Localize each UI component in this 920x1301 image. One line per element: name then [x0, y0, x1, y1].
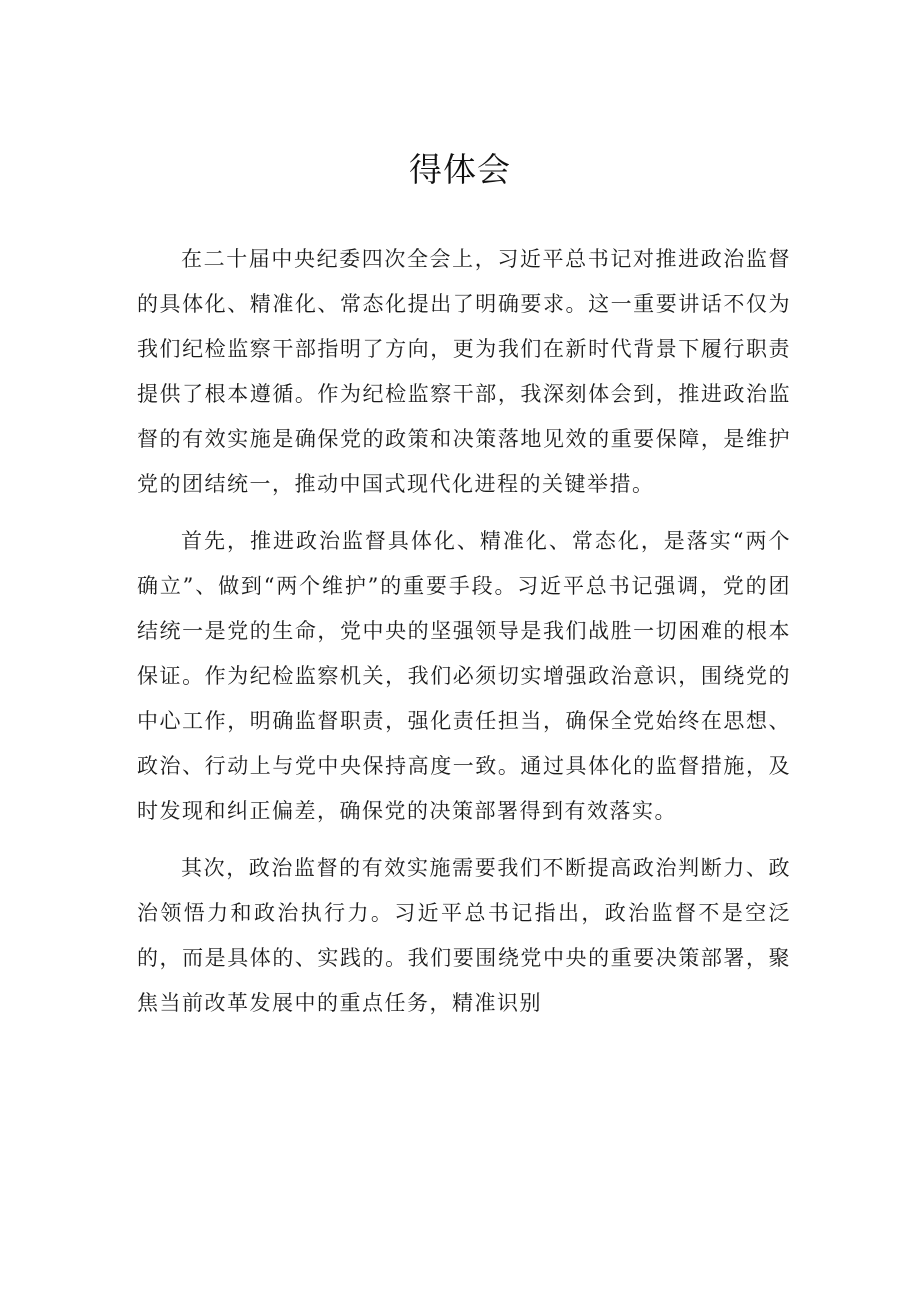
page-title: 得体会 [409, 150, 511, 189]
paragraph-2: 首先，推进政治监督具体化、精准化、常态化，是落实“两个确立”、做到“两个维护”的重要手段。习近平总书记强调，党的团结统一是党的生命，党中央的坚强领导是我们战胜一切困难的根本保证。作为纪检监察机关，我们必须切实增强政治意识，围绕党的中心工作，明确监督职责，强化责任担当，确保全党始终在思想、政治、行动上与党中央保持高度一致。通过具体化的监督措施，及时发现和纠正偏差，确保党的决策部署得到有效落实。 [137, 529, 791, 823]
document-body [137, 237, 791, 1038]
paragraph-1: 在二十届中央纪委四次全会上，习近平总书记对推进政治监督的具体化、精准化、常态化提出了明确要求。这一重要讲话不仅为我们纪检监察干部指明了方向，更为我们在新时代背景下履行职责提供了根本遵循。作为纪检监察干部，我深刻体会到，推进政治监督的有效实施是确保党的政策和决策落地见效的重要保障，是维护党的团结统一，推动中国式现代化进程的关键举措。 [137, 247, 791, 496]
paragraph-3: 其次，政治监督的有效实施需要我们不断提高政治判断力、政治领悟力和政治执行力。习近平总书记指出，政治监督不是空泛的，而是具体的、实践的。我们要围绕党中央的重要决策部署，聚焦当前改革发展中的重点任务，精准识别 [137, 856, 791, 1015]
